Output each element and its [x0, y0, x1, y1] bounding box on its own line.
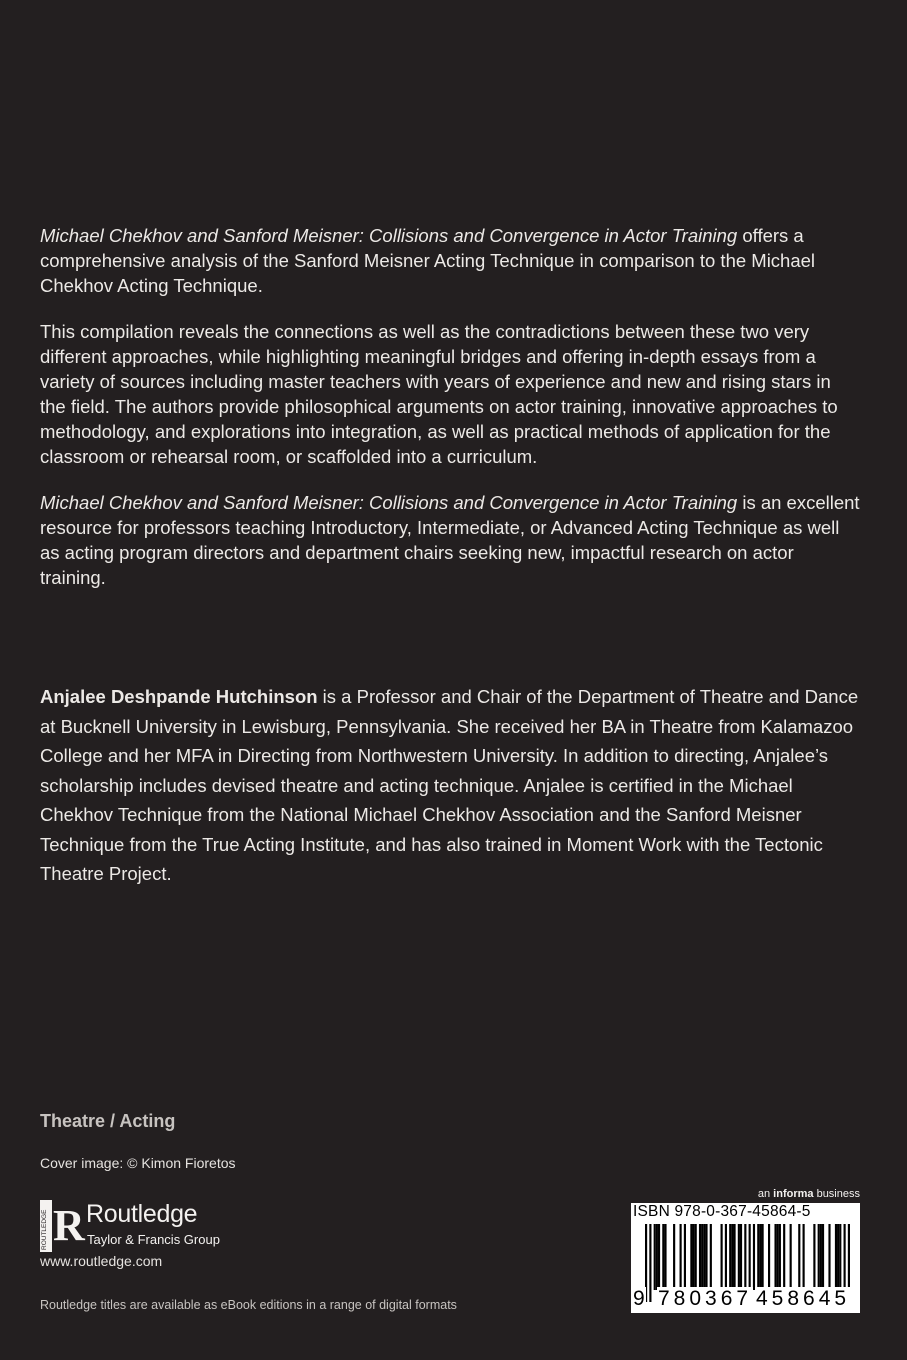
ean-left-group: 780367 [658, 1287, 753, 1310]
barcode-bar [725, 1224, 727, 1290]
barcode-bar [705, 1224, 707, 1290]
barcode-bar [837, 1224, 839, 1290]
publisher-block [40, 1198, 300, 1274]
barcode-bar [690, 1224, 692, 1290]
barcode-bar [654, 1224, 656, 1290]
barcode-bar [673, 1224, 675, 1290]
barcode-bar [680, 1224, 682, 1290]
logo-side-text: ROUTLEDGE [41, 1209, 48, 1250]
isbn-barcode [631, 1203, 860, 1313]
barcode-bar [839, 1224, 841, 1290]
barcode-bar [710, 1224, 712, 1290]
barcode-bar [753, 1224, 755, 1290]
barcode-bar [664, 1224, 666, 1290]
publisher-name: Routledge [86, 1200, 198, 1228]
description-paragraph-2: This compilation reveals the connections as well as the contradictions between these two very different approaches, while highlighting meaningful bridges and offering in-depth essays from a variety of sources including master teachers with years of experience and new and rising stars in the field. The authors provide philosophical arguments on actor training, innovative approaches to methodology, and explorations into integration, as well as practical methods of application for the classroom or rehearsal room, or scaffolded into a curriculum. [40, 321, 838, 467]
cover-image-credit: Cover image: © Kimon Fioretos [40, 1155, 236, 1171]
barcode-bar [828, 1224, 830, 1290]
book-description [40, 223, 860, 611]
informa-tagline [758, 1188, 860, 1200]
barcode-bar [757, 1224, 759, 1290]
ebook-note: Routledge titles are available as eBook editions in a range of digital formats [40, 1298, 457, 1312]
barcode-bar [662, 1224, 664, 1290]
barcode-bar [738, 1224, 740, 1290]
author-name: Anjalee Deshpande Hutchinson [40, 686, 318, 707]
book-title-italic: Michael Chekhov and Sanford Meisner: Collisions and Convergence in Actor Training [40, 492, 738, 513]
barcode-bar [721, 1224, 723, 1290]
barcode-bar [768, 1224, 770, 1290]
isbn-label: ISBN 978-0-367-45864-5 [633, 1203, 811, 1220]
barcode-bar [777, 1224, 779, 1290]
routledge-logo-icon [40, 1200, 85, 1252]
barcode-bar [779, 1224, 781, 1290]
informa-brand: informa [773, 1188, 814, 1200]
barcode-bar [701, 1224, 703, 1290]
barcode-bar [835, 1224, 837, 1290]
barcode-bar [731, 1224, 733, 1290]
barcode-bar [729, 1224, 731, 1290]
barcode-bar [798, 1224, 800, 1290]
informa-prefix: an [757, 1188, 774, 1200]
author-bio [40, 682, 870, 889]
barcode-bar [703, 1224, 705, 1290]
barcode-bar [790, 1224, 792, 1290]
ean-right-group: 458645 [756, 1287, 851, 1310]
subject-category: Theatre / Acting [40, 1111, 176, 1131]
barcode-bar [695, 1224, 697, 1290]
barcode-bar [822, 1224, 824, 1290]
barcode-bar [699, 1224, 701, 1290]
barcode-bar [820, 1224, 822, 1290]
logo-letter: R [53, 1201, 85, 1250]
ean-digits [631, 1287, 860, 1313]
barcode-bar [818, 1224, 820, 1290]
bio-text: is a Professor and Chair of the Department of Theatre and Dance at Bucknell University in Lewisburg, Pennsylvania. She received her BA in Theatre from Kalamazoo College and her MFA in Directing from Northwestern University. In addition to directing, Anjalee’s scholarship includes devised theatre and acting technique. Anjalee is certified in the Michael Chekhov Technique from the National Michael Chekhov Association and the Sanford Meisner Technique from the True Acting Institute, and has also trained in Moment Work with the Tectonic Theatre Project. [40, 686, 859, 884]
barcode-bar [658, 1224, 660, 1290]
publisher-group: Taylor & Francis Group [87, 1232, 220, 1247]
informa-suffix: business [813, 1188, 860, 1200]
barcode-bar [813, 1224, 815, 1290]
barcode-bar [774, 1224, 776, 1290]
publisher-url[interactable]: www.routledge.com [40, 1253, 163, 1269]
barcode-bar [684, 1224, 686, 1290]
barcode-bar [759, 1224, 761, 1290]
barcode-bar [740, 1224, 742, 1290]
description-paragraph-1 [40, 223, 860, 298]
bio-paragraph [40, 682, 870, 889]
barcode-bar [803, 1224, 805, 1290]
barcode-bar [762, 1224, 764, 1290]
barcode-bar [733, 1224, 735, 1290]
barcode-bar [656, 1224, 658, 1290]
book-title-italic: Michael Chekhov and Sanford Meisner: Collisions and Convergence in Actor Training [40, 225, 738, 246]
barcode-bar [692, 1224, 694, 1290]
barcode-bar [783, 1224, 785, 1290]
description-paragraph-3 [40, 490, 860, 590]
description-text: offers a comprehensive analysis of the Sanford Meisner Acting Technique in comparison to the Michael Chekhov Acting Technique. [40, 225, 816, 296]
description-text: is an excellent resource for professors teaching Introductory, Intermediate, or Advanced Acting Technique as well as acting program directors and department chairs seeking new, impactful research on actor training. [40, 492, 860, 588]
ean-first-digit: 9 [633, 1287, 645, 1310]
